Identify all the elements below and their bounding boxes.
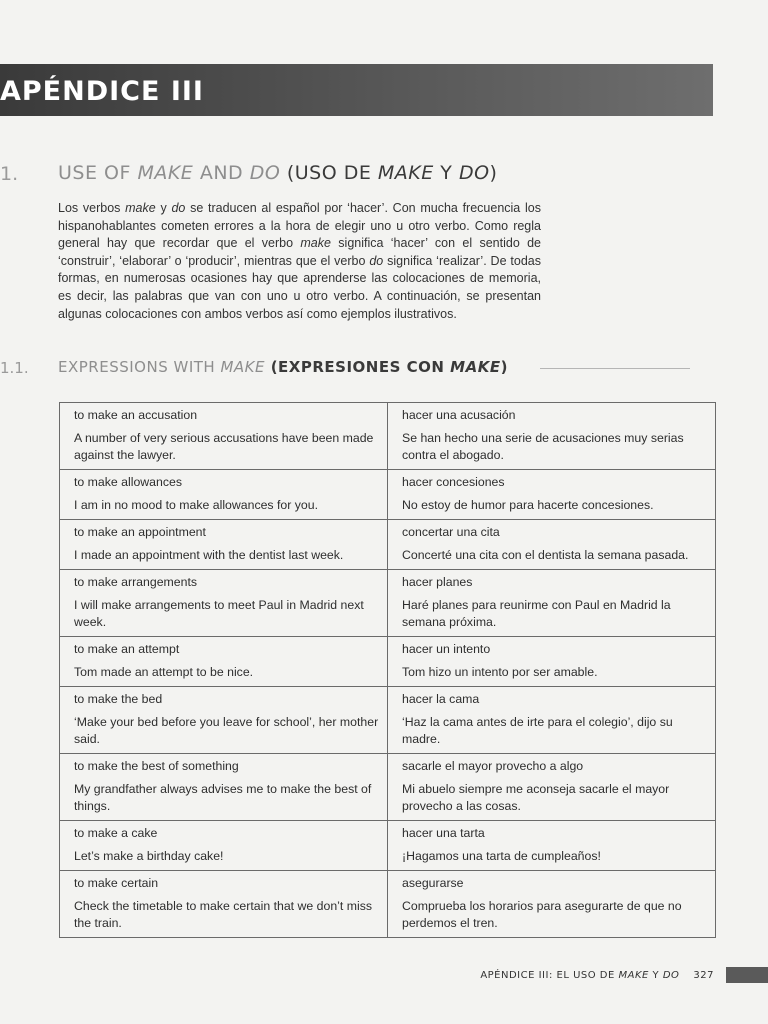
- expressions-table-body: [60, 403, 716, 938]
- intro-make: make: [125, 201, 156, 215]
- spanish-example: Tom hizo un intento por ser amable.: [402, 665, 598, 679]
- english-expression: to make allowances: [74, 475, 182, 489]
- table-row: [60, 403, 716, 470]
- section-title-do: DO: [249, 162, 281, 184]
- subsection-title-en: [58, 358, 265, 376]
- intro-do-2: do: [369, 253, 384, 268]
- english-example: I made an appointment with the dentist last week.: [74, 548, 344, 562]
- subsection-title-es-close: ): [500, 358, 508, 376]
- english-expression: to make a cake: [74, 826, 158, 840]
- english-expression: to make certain: [74, 876, 159, 890]
- english-cell: [60, 403, 388, 470]
- english-example: I will make arrangements to meet Paul in Madrid next week.: [74, 598, 364, 629]
- spanish-expression: concertar una cita: [402, 525, 500, 539]
- spanish-cell: [388, 871, 716, 938]
- footer-text: APÉNDICE III: EL USO DE: [480, 970, 619, 981]
- subsection-title-make: MAKE: [220, 358, 265, 376]
- section-title-es-do: DO: [458, 162, 490, 184]
- section-heading: [58, 162, 497, 184]
- spanish-cell: [388, 754, 716, 821]
- english-cell: [60, 470, 388, 520]
- english-example: Check the timetable to make certain that we don’t miss the train.: [74, 899, 372, 930]
- spanish-example: Mi abuelo siempre me aconseja sacarle el mayor provecho a las cosas.: [402, 782, 670, 813]
- intro-text-3: se traducen al español por ‘hacer’. Con mucha frecuencia los hispanohablantes cometen errores a la hora de elegir uno u otro verbo. Como regla general hay que recordar que el verbo: [58, 201, 541, 251]
- section-title-es-open: (USO DE: [280, 162, 378, 184]
- spanish-expression: hacer concesiones: [402, 475, 505, 489]
- section-title-pre: USE OF: [58, 162, 138, 184]
- spanish-example: No estoy de humor para hacerte concesiones.: [402, 498, 654, 512]
- subsection-heading: [58, 358, 508, 376]
- page-number: 327: [693, 970, 714, 981]
- footer-make: MAKE: [618, 970, 649, 981]
- english-cell: [60, 754, 388, 821]
- intro-text-2: y: [155, 201, 172, 215]
- subsection-title-es-open: (EXPRESIONES CON: [264, 358, 451, 376]
- spanish-cell: [388, 687, 716, 754]
- table-row: [60, 687, 716, 754]
- section-number: 1.: [0, 163, 19, 185]
- english-cell: [60, 871, 388, 938]
- spanish-cell: [388, 470, 716, 520]
- spanish-expression: hacer una acusación: [402, 408, 516, 422]
- intro-do: do: [171, 201, 186, 215]
- section-title-make: MAKE: [137, 162, 194, 184]
- spanish-example: ‘Haz la cama antes de irte para el colegio’, dijo su madre.: [402, 715, 673, 746]
- spanish-expression: hacer una tarta: [402, 826, 485, 840]
- subsection-number: 1.1.: [0, 359, 29, 377]
- table-row: [60, 570, 716, 637]
- chapter-title: APÉNDICE III: [0, 76, 204, 107]
- table-row: [60, 821, 716, 871]
- footer-do: DO: [662, 970, 680, 981]
- section-title-en: [58, 162, 280, 184]
- section-title-es-y: Y: [433, 162, 459, 184]
- english-cell: [60, 821, 388, 871]
- intro-make-2: make: [300, 236, 331, 251]
- spanish-cell: [388, 821, 716, 871]
- table-row: [60, 470, 716, 520]
- section-title-es-close: ): [489, 162, 498, 184]
- expressions-table: [59, 402, 716, 938]
- english-expression: to make an attempt: [74, 642, 180, 656]
- subsection-title-es-make: MAKE: [450, 358, 501, 376]
- spanish-expression: hacer un intento: [402, 642, 491, 656]
- english-example: A number of very serious accusations have been made against the lawyer.: [74, 431, 374, 462]
- english-example: I am in no mood to make allowances for you.: [74, 498, 319, 512]
- section-title-es-make: MAKE: [377, 162, 434, 184]
- table-row: [60, 637, 716, 687]
- spanish-cell: [388, 403, 716, 470]
- english-example: Let’s make a birthday cake!: [74, 849, 224, 863]
- spanish-example: ¡Hagamos una tarta de cumpleaños!: [402, 849, 601, 863]
- english-example: Tom made an attempt to be nice.: [74, 665, 254, 679]
- spanish-cell: [388, 520, 716, 570]
- spanish-expression: hacer planes: [402, 575, 473, 589]
- spanish-example: Haré planes para reunirme con Paul en Madrid la semana próxima.: [402, 598, 671, 629]
- english-expression: to make the best of something: [74, 759, 239, 773]
- english-example: My grandfather always advises me to make the best of things.: [74, 782, 372, 813]
- english-cell: [60, 520, 388, 570]
- english-expression: to make an appointment: [74, 525, 206, 539]
- intro-text-5: significa ‘realizar’. De todas formas, en numerosas ocasiones hay que aprenderse las colocaciones de memoria, es decir, las palabras que van con uno u otro verbo. A continuación, se presentan algunas colocaciones con ambos verbos así como ejemplos ilustrativos.: [58, 253, 541, 321]
- english-expression: to make arrangements: [74, 575, 198, 589]
- table-row: [60, 754, 716, 821]
- spanish-cell: [388, 637, 716, 687]
- spanish-expression: asegurarse: [402, 876, 464, 890]
- spanish-example: Concerté una cita con el dentista la semana pasada.: [402, 548, 689, 562]
- subsection-title-es: [265, 358, 508, 376]
- intro-text-1: Los verbos: [58, 201, 126, 215]
- english-cell: [60, 637, 388, 687]
- table-row: [60, 520, 716, 570]
- english-expression: to make the bed: [74, 692, 163, 706]
- footer-y: Y: [648, 970, 663, 981]
- spanish-expression: sacarle el mayor provecho a algo: [402, 759, 584, 773]
- section-title-and: AND: [193, 162, 250, 184]
- english-cell: [60, 570, 388, 637]
- english-cell: [60, 687, 388, 754]
- intro-text-4: significa ‘hacer’ con el sentido de ‘construir’, ‘elaborar’ o ‘producir’, mientras que el verbo: [58, 236, 541, 268]
- chapter-banner: [0, 64, 713, 116]
- spanish-cell: [388, 570, 716, 637]
- english-expression: to make an accusation: [74, 408, 198, 422]
- spanish-example: Se han hecho una serie de acusaciones muy serias contra el abogado.: [402, 431, 684, 462]
- page-footer: [480, 970, 714, 981]
- heading-rule: [540, 368, 690, 369]
- subsection-title-pre: EXPRESSIONS WITH: [58, 358, 221, 376]
- footer-tab: [726, 967, 768, 983]
- intro-paragraph: [58, 200, 541, 323]
- spanish-expression: hacer la cama: [402, 692, 480, 706]
- section-title-es: [280, 162, 497, 184]
- table-row: [60, 871, 716, 938]
- spanish-example: Comprueba los horarios para asegurarte de que no perdemos el tren.: [402, 899, 682, 930]
- english-example: ‘Make your bed before you leave for school’, her mother said.: [74, 715, 379, 746]
